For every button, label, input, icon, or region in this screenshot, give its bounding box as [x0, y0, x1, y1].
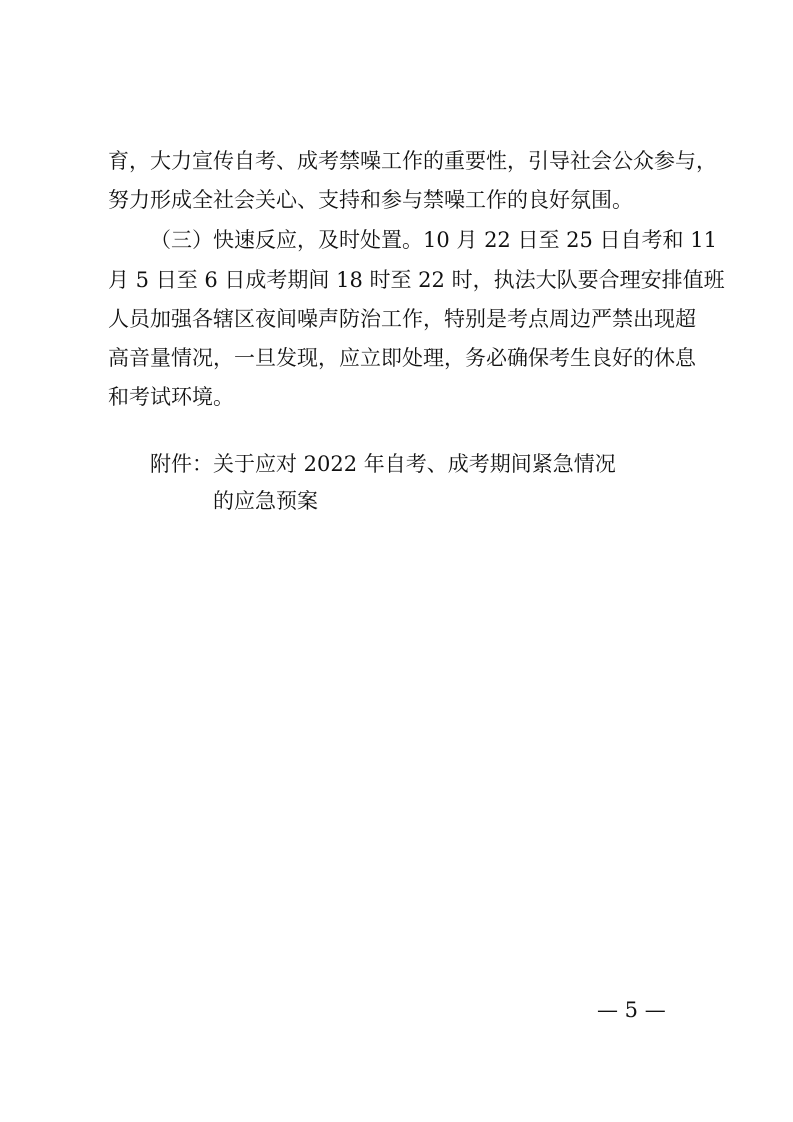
attachment-title: 关于应对 2022 年自考、成考期间紧急情况 [213, 452, 616, 476]
attachment-label: 附件： [150, 452, 213, 476]
paragraph-line: 月 5 日至 6 日成考期间 18 时至 22 时，执法大队要合理安排值班 [108, 268, 725, 292]
paragraph-line: 育，大力宣传自考、成考禁噪工作的重要性，引导社会公众参与， [108, 149, 717, 173]
paragraph-line: 和考试环境。 [108, 385, 234, 409]
paragraph-line: 人员加强各辖区夜间噪声防治工作，特别是考点周边严禁出现超 [108, 307, 696, 331]
paragraph-line: 努力形成全社会关心、支持和参与禁噪工作的良好氛围。 [108, 188, 633, 212]
attachment-title-continued: 的应急预案 [213, 489, 318, 513]
paragraph-line: （三）快速反应，及时处置。10 月 22 日至 25 日自考和 11 [150, 228, 717, 252]
paragraph-line: 高音量情况，一旦发现，应立即处理，务必确保考生良好的休息 [108, 346, 696, 370]
page-number: — 5 — [597, 998, 666, 1022]
